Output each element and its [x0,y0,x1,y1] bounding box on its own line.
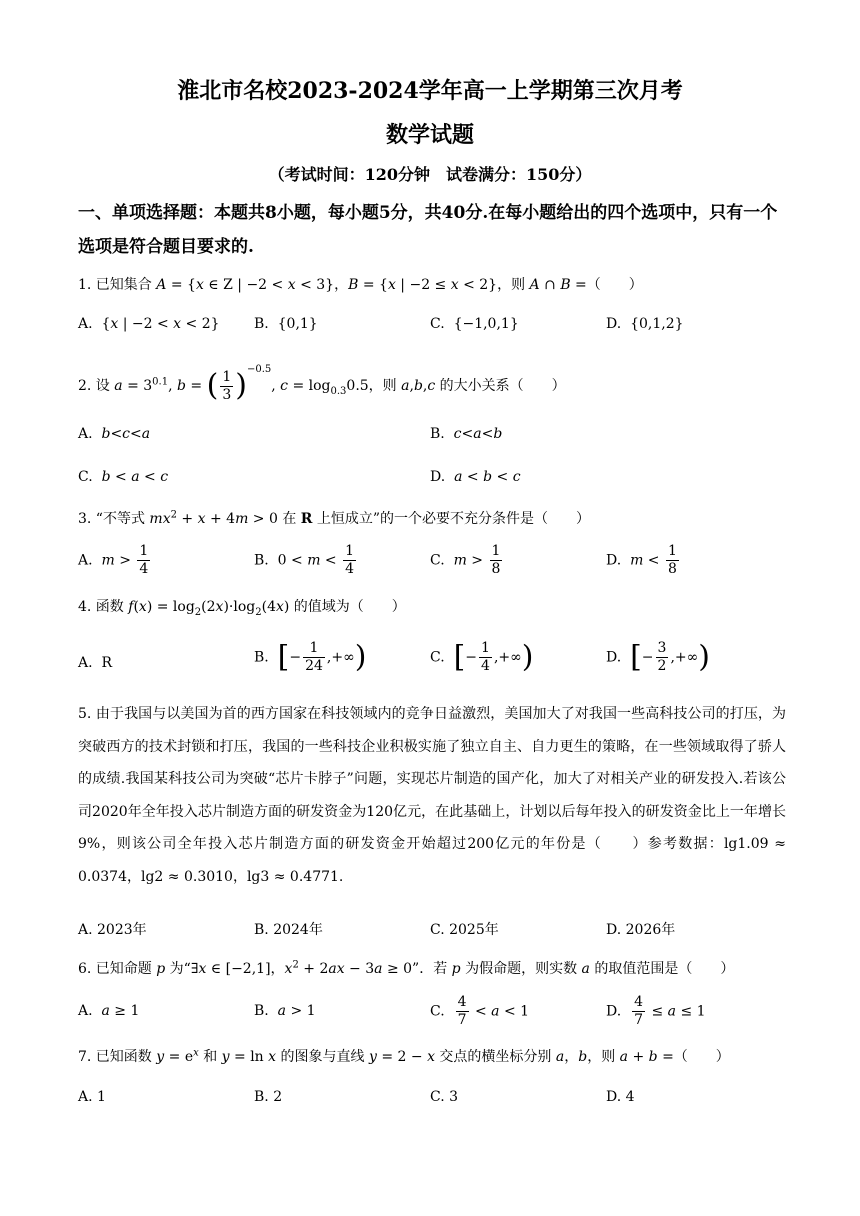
q2-option-c: C. b < a < c [78,469,169,485]
q6-option-a: A. a ≥ 1 [78,1003,140,1019]
q6-option-c: C. $\frac{4}{7}$ < a < 1 [430,994,530,1028]
q5-option-b: B. 2024年 [254,922,323,938]
q3-option-c: C. m > $\frac{1}{8}$ [430,543,501,577]
q7-option-d: D. 4 [606,1089,635,1105]
question-5-text: 5. 由于我国与以美国为首的西方国家在科技领域内的竞争日益激烈，美国加大了对我国一些高科技公司的打压，为突破西方的技术封锁和打压，我国的一些科技企业积极实施了独立自主、自力更生的策略，在一些领域取得了骄人的成绩.我国某科技公司为突破“芯片卡脖子”问题，实现芯片制造的国产化，加大了对相关产业的研发投入.若该公司2020年全年投入芯片制造方面的研发资金为120亿元，在此基础上，计划以后每年投入的研发资金比上一年增长9%，则该公司全年投入芯片制造方面的研发资金开始超过200亿元的年份是（ ）参考数据：lg1.09 ≈ 0.0374，lg2 ≈ 0.3010，lg3 ≈ 0.4771. [78,706,786,885]
question-3-stem: 3. “不等式 $mx^2 + x + 4m > 0$ 在 R 上恒成立”的一个必要不充分条件是（ ） [78,509,591,527]
section-heading: 一、单项选择题：本题共8小题，每小题5分，共40分.在每小题给出的四个选项中，只有一个选项是符合题目要求的. [78,203,778,257]
exam-info: （考试时间：120分钟 试卷满分：150分） [268,165,592,184]
q4-option-a: A. R [78,655,113,671]
question-6-stem: 6. 已知命题 p 为“∃x ∈ [−2,1]，$x^2 + 2ax - 3a \ge 0$”．若 p 为假命题，则实数 a 的取值范围是（ ） [78,959,735,977]
q5-option-c: C. 2025年 [430,922,499,938]
q4-option-c: C. [− $\frac{1}{4}$ ,+∞) [430,639,534,675]
q6-option-b: B. a > 1 [254,1003,316,1019]
q3-option-a: A. m > $\frac{1}{4}$ [78,543,149,577]
q5-option-d: D. 2026年 [606,922,676,938]
q4-option-b: B. [− $\frac{1}{24}$ ,+∞) [254,639,367,675]
q7-option-a: A. 1 [78,1089,106,1105]
q1-option-c: C. {−1,0,1} [430,316,519,332]
question-2-stem: 2. 设 $a = 3^{0.1}$, b = ( $\frac{1}{3}$ )$^{-0.5}$, $c = \log_{0.3}0.5$，则 a,b,c 的大小关系（ ） [78,364,566,403]
q1-option-a: A. {x | −2 < x < 2} [78,316,220,332]
q5-option-a: A. 2023年 [78,922,147,938]
q7-option-c: C. 3 [430,1089,459,1105]
exam-subject: 数学试题 [385,122,474,148]
question-7-stem: 7. 已知函数 $y = e^x$ 和 y = ln x 的图象与直线 y = 2 − x 交点的横坐标分别 a，b，则 a + b =（ ） [78,1047,730,1065]
q2-option-a: A. b<c<a [78,426,151,442]
exam-title: 淮北市名校2023-2024学年高一上学期第三次月考 [177,78,683,104]
q7-option-b: B. 2 [254,1089,283,1105]
q6-option-d: D. $\frac{4}{7}$ ≤ a ≤ 1 [606,994,706,1028]
q3-option-b: B. 0 < m < $\frac{1}{4}$ [254,543,355,577]
q3-option-d: D. m < $\frac{1}{8}$ [606,543,677,577]
question-4-stem: 4. 函数 $f(x) = \log_2(2x)\cdot\log_2(4x)$ 的值域为（ ） [78,599,406,618]
q2-option-b: B. c<a<b [430,426,503,442]
q1-option-d: D. {0,1,2} [606,316,684,332]
q4-option-d: D. [− $\frac{3}{2}$ ,+∞) [606,639,711,675]
q1-option-b: B. {0,1} [254,316,318,332]
q2-option-d: D. a < b < c [430,469,521,485]
question-1-stem: 1. 已知集合 A = {x ∈ Z | −2 < x < 3}，B = {x | −2 ≤ x < 2}，则 A ∩ B =（ ） [78,277,643,293]
